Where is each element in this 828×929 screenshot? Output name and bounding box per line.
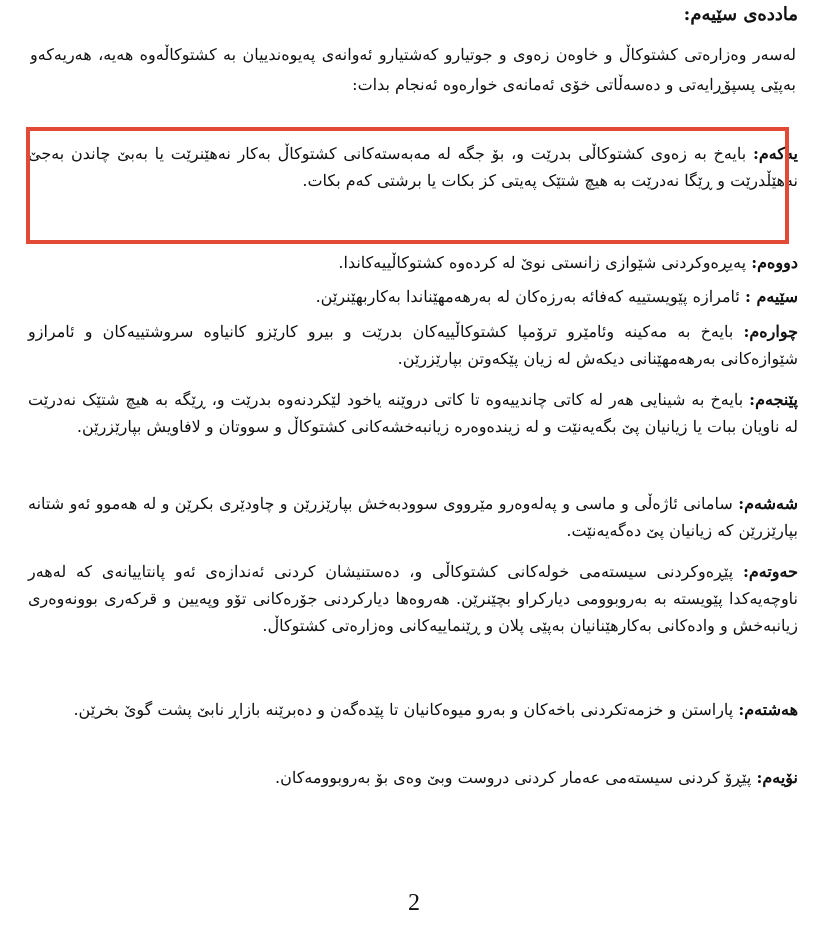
clause-label: نۆیەم: — [756, 768, 798, 787]
clause-label: دووەم: — [751, 253, 798, 272]
clause-label: شەشەم: — [738, 494, 798, 513]
clause-8 — [28, 696, 798, 723]
intro-paragraph: لەسەر وەزارەتی کشتوکاڵ و خاوەن زەوی و جوتیارو کەشتیارو ئەوانەی پەیوەندییان بە کشتوکاڵەوە هەیە، هەریەکەو بەپێی پسپۆڕایەتی و دەسەڵاتی خۆی ئەمانەی خوارەوە ئەنجام بدات: — [30, 45, 796, 94]
clause-label: یەکەم: — [752, 144, 799, 163]
clause-7 — [28, 558, 798, 639]
clause-text: بایەخ بە شینایی هەر لە کاتی چاندییەوە تا کاتی دروێنە یاخود لێکردنەوە بدرێت و، ڕێگە بە هیچ شتێک نەدرێت لە ناویان ببات یا زیانیان پێ بگەیەنێت و لە زیندەوەرە زیانبەخشەکانی کشتوکاڵ و سووتان و لافاویش بپارێزرێن. — [28, 390, 798, 436]
clause-label: پێنجەم: — [749, 390, 798, 409]
clause-text: ئامرازە پێویستییە کەفائە بەرزەکان لە بەرهەمهێناندا بەکاربهێنرێن. — [315, 287, 740, 306]
clause-text: سامانی ئاژەڵی و ماسی و پەلەوەرو مێرووی سوودبەخش بپارێزرێن و چاودێری بکرێن و لە هەموو ئەو شتانە بپارێزرێن کە زیانیان پێ دەگەیەنێت. — [28, 494, 798, 540]
clause-text: بایەخ بە مەکینە وئامێرو ترۆمپا کشتوکاڵییەکان بدرێت و بیرو کارێزو کانیاوە سروشتییەکان و ئامرازو شێوازەکانی بەرهەمهێنانی دیکەش لە زیان پێکەوتن بپارێزرێن. — [28, 322, 798, 368]
page-number: 2 — [408, 890, 420, 916]
clause-3 — [28, 283, 798, 310]
clause-label: سێیەم : — [744, 287, 798, 306]
article-title: ماددەی سێیەم: — [683, 4, 798, 25]
clause-text: بایەخ بە زەوی کشتوکاڵی بدرێت و، بۆ جگە لە مەبەستەکانی کشتوکاڵ بەکار نەهێنرێت یا بەبێ چاندن بەجێ نەهێڵدرێت و ڕێگا نەدرێت بە هیچ شتێک پەیتی کز بکات یا برشتی کەم بکات. — [28, 144, 798, 190]
clause-text: پاراستن و خزمەتکردنی باخەکان و بەرو میوەکانیان تا پێدەگەن و دەبرێنە بازاڕ نابێ پشت گوێ بخرێن. — [73, 700, 734, 719]
clause-text: پێڕۆ کردنی سیستەمی عەمار کردنی دروست وبێ وەی بۆ بەروبوومەکان. — [274, 768, 752, 787]
clause-text: پەیڕەوکردنی شێوازی زانستی نوێ لە کردەوە کشتوکاڵییەکاندا. — [338, 253, 747, 272]
clause-label: چوارەم: — [743, 322, 798, 341]
clause-label: هەشتەم: — [738, 700, 798, 719]
clause-5 — [28, 386, 798, 440]
clause-1 — [28, 140, 798, 194]
clause-6 — [28, 490, 798, 544]
clause-9 — [28, 764, 798, 791]
clause-text: پێڕەوکردنی سیستەمی خولەکانی کشتوکاڵی و، دەستنیشان کردنی ئەندازەی ئەو پانتاییانەی کە لەهەر ناوچەیەکدا پێویستە بە بەروبوومی دیارکراو بچێنرێن. هەروەها دیارکردنی جۆرەکانی تۆو وپەیین و قرکەری بوونەوەری زیانبەخش و وادەکانی بەکارهێنانیان بەپێی پلان و ڕێنماییەکانی وەزارەتی کشتوکاڵ. — [28, 562, 798, 635]
clause-4 — [28, 318, 798, 372]
clause-label: حەوتەم: — [742, 562, 798, 581]
clause-2 — [28, 249, 798, 276]
